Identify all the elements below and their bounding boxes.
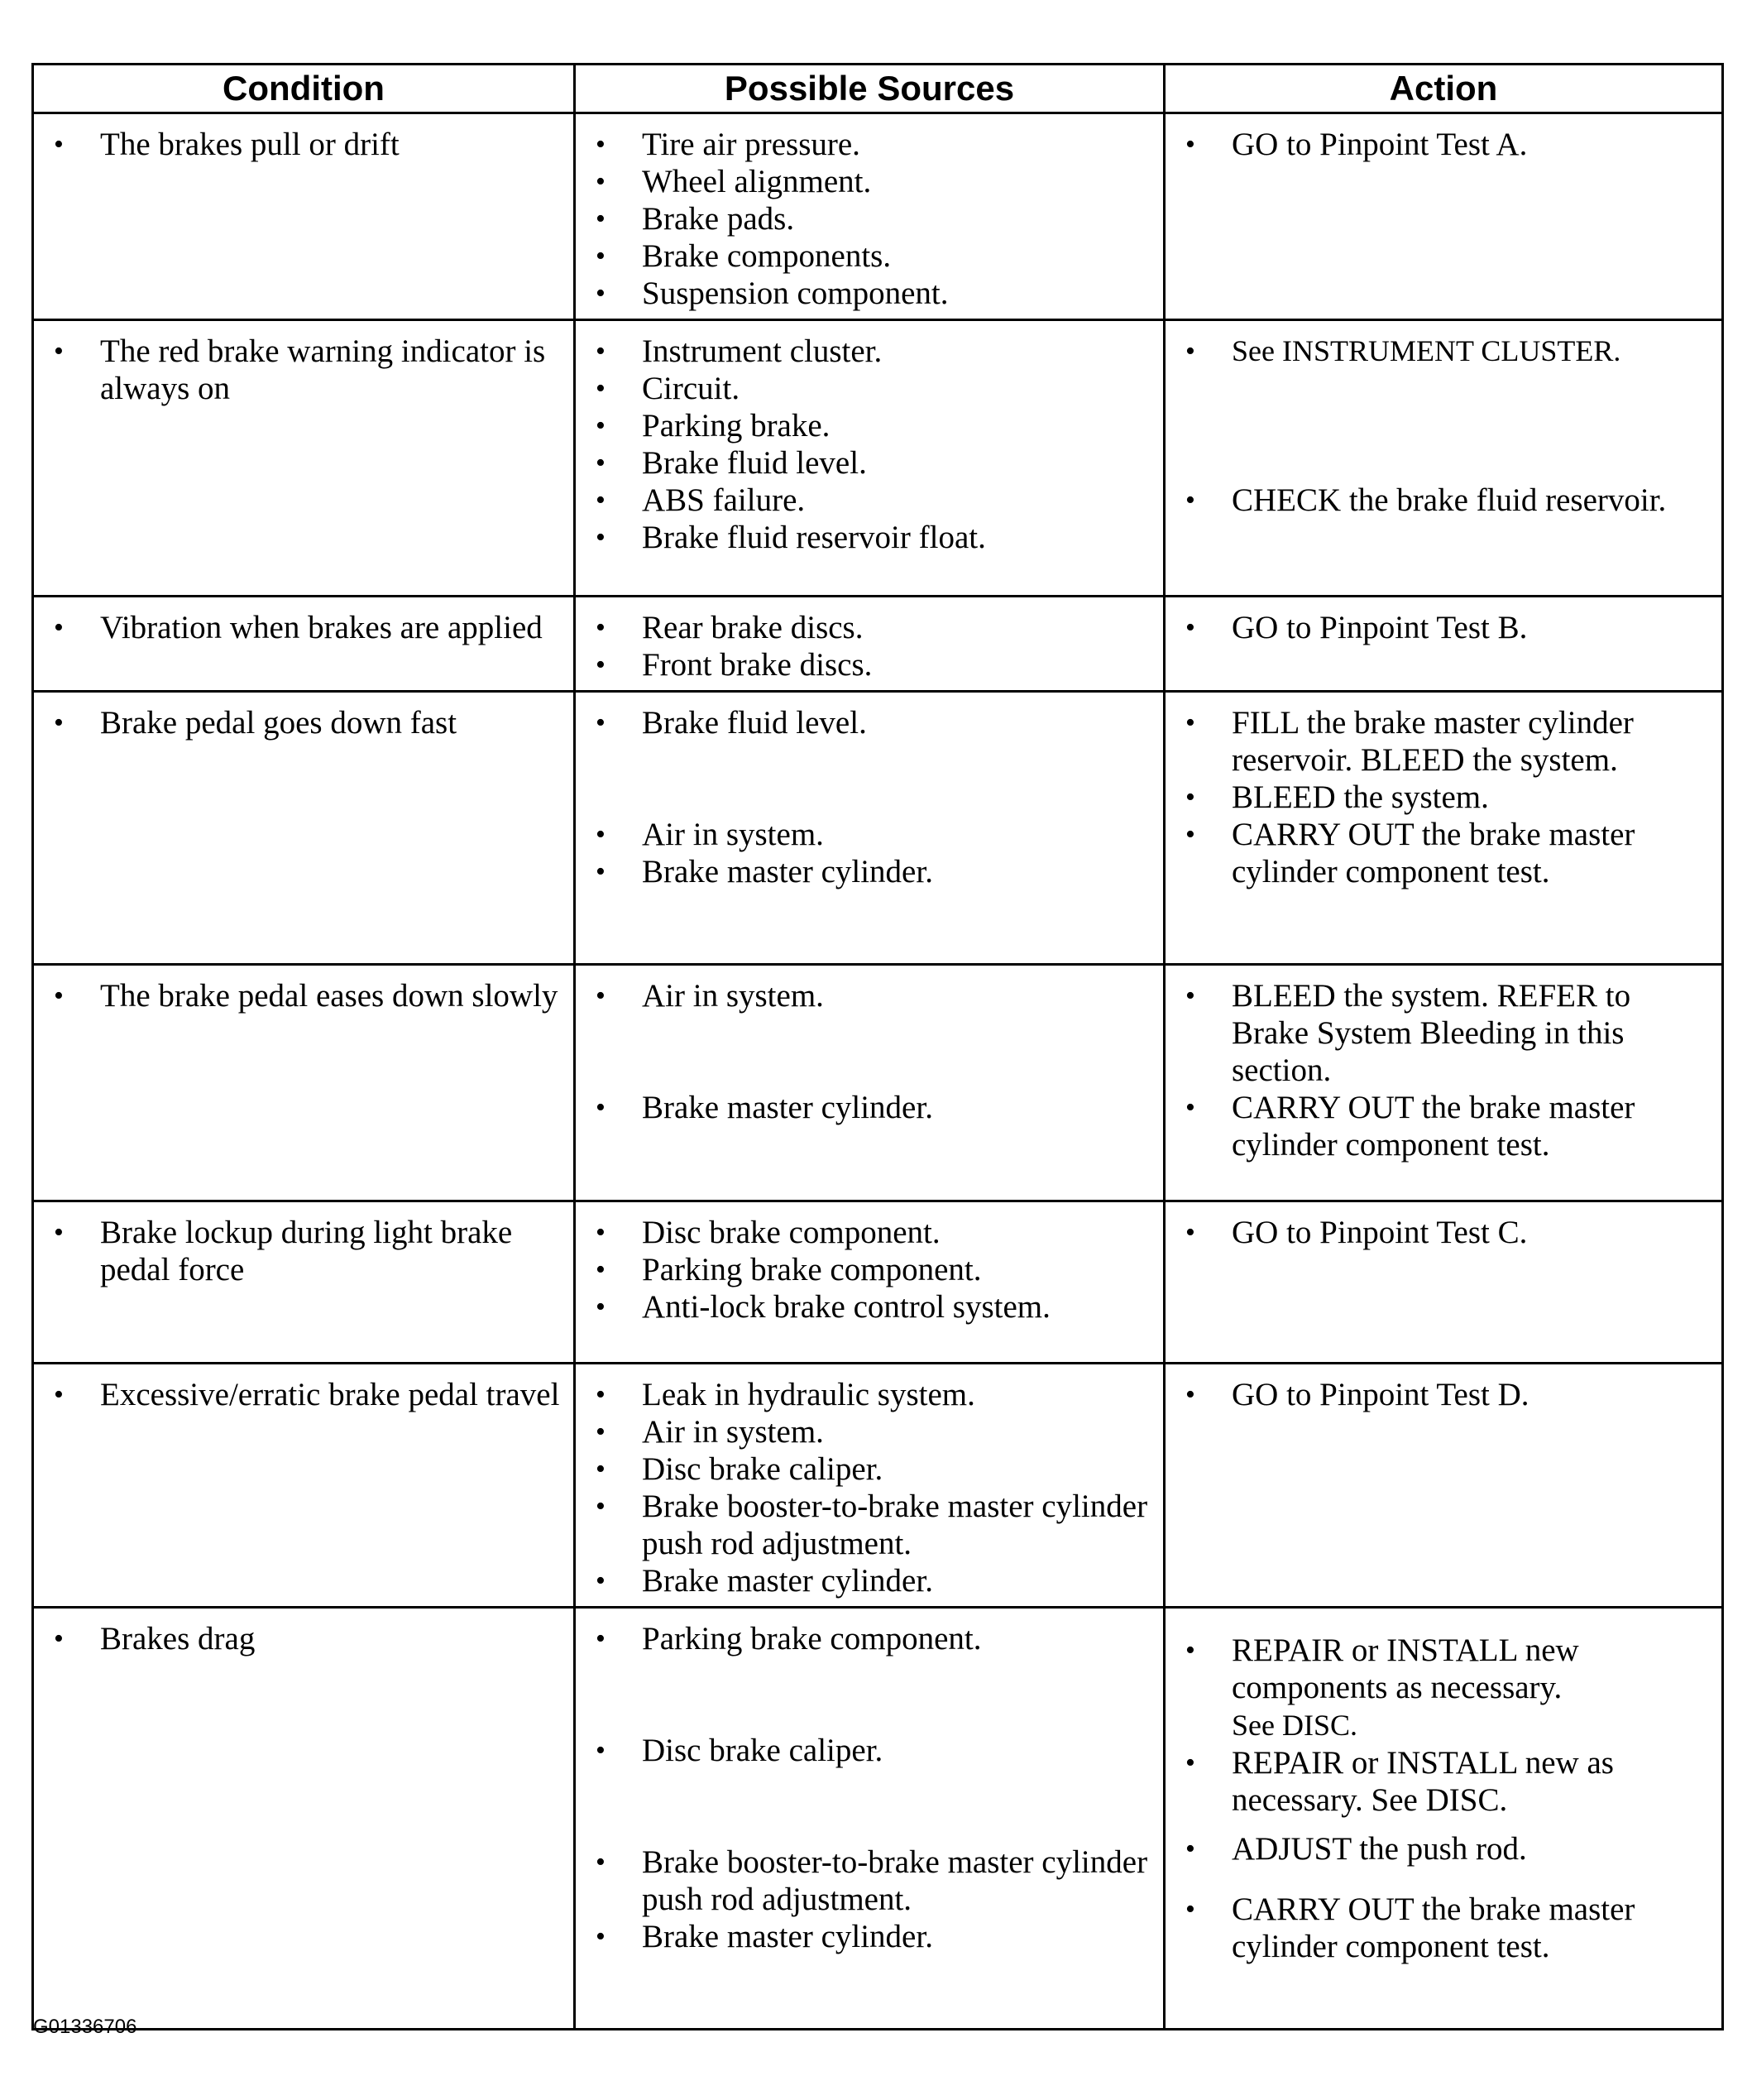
bullet-icon: •: [596, 856, 606, 887]
condition-cell: [33, 692, 575, 965]
source-item: • Suspension component.: [596, 276, 949, 311]
bullet-icon: •: [596, 129, 606, 160]
sources-cell: [575, 1364, 1165, 1608]
bullet-icon: •: [596, 819, 606, 850]
source-item: • Disc brake caliper.: [596, 1733, 883, 1768]
condition-item: • The red brake warning indicator is always on: [54, 333, 546, 406]
source-item: • Instrument cluster.: [596, 333, 883, 369]
condition-item: • The brake pedal eases down slowly: [54, 978, 558, 1014]
condition-cell: [33, 320, 575, 597]
condition-item: • Brake lockup during light brake pedal force: [54, 1215, 513, 1287]
bullet-icon: •: [596, 241, 606, 271]
bullet-icon: •: [54, 1623, 64, 1654]
sources-cell: [575, 113, 1165, 320]
table-row: [33, 1201, 1723, 1364]
source-item: • Rear brake discs.: [596, 610, 864, 645]
source-item: • Brake fluid reservoir float.: [596, 520, 986, 555]
bullet-icon: •: [54, 336, 64, 367]
condition-cell: [33, 965, 575, 1201]
table-row: [33, 965, 1723, 1201]
source-item: • Brake master cylinder.: [596, 1919, 933, 1954]
source-item: • Anti-lock brake control system.: [596, 1289, 1051, 1325]
source-item: • Circuit.: [596, 371, 740, 406]
action-item: • CHECK the brake fluid reservoir.: [1185, 482, 1667, 518]
bullet-icon: •: [596, 1623, 606, 1654]
bullet-icon: •: [596, 1921, 606, 1952]
table-row: [33, 1364, 1723, 1608]
bullet-icon: •: [596, 1254, 606, 1285]
source-item: • Brake booster-to-brake master cylinder push rod adjustment.: [596, 1844, 1148, 1917]
bullet-icon: •: [596, 1454, 606, 1484]
action-cell: [1165, 1201, 1723, 1364]
source-item: • Brake booster-to-brake master cylinder push rod adjustment.: [596, 1489, 1148, 1561]
bullet-icon: •: [596, 650, 606, 680]
action-item: • See INSTRUMENT CLUSTER.: [1174, 333, 1713, 370]
source-item: • Disc brake caliper.: [596, 1451, 883, 1487]
source-item: • Brake pads.: [596, 201, 795, 237]
bullet-icon: •: [1185, 1217, 1195, 1248]
bullet-icon: •: [596, 707, 606, 738]
bullet-icon: •: [596, 485, 606, 515]
bullet-icon: •: [596, 410, 606, 441]
action-item: • BLEED the system. REFER to Brake System Bleeding in this section.: [1185, 978, 1631, 1088]
bullet-icon: •: [596, 1292, 606, 1322]
action-cell: [1165, 692, 1723, 965]
bullet-icon: •: [1185, 782, 1195, 813]
source-item: • Air in system.: [596, 1414, 824, 1450]
bullet-icon: •: [54, 1217, 64, 1248]
source-item: • Brake fluid level.: [596, 705, 867, 741]
source-item: • Air in system.: [596, 817, 824, 852]
bullet-icon: •: [54, 1379, 64, 1410]
bullet-icon: •: [54, 129, 64, 160]
bullet-icon: •: [54, 980, 64, 1011]
bullet-icon: •: [596, 204, 606, 234]
source-item: • Brake master cylinder.: [596, 854, 933, 889]
condition-header: Condition: [33, 65, 575, 113]
condition-cell: [33, 113, 575, 320]
bullet-icon: •: [596, 448, 606, 478]
bullet-icon: •: [596, 522, 606, 553]
action-item: • GO to Pinpoint Test B.: [1185, 610, 1528, 645]
action-item: • CARRY OUT the brake master cylinder component test.: [1185, 1090, 1635, 1163]
action-item: • GO to Pinpoint Test D.: [1185, 1377, 1529, 1412]
action-header: Action: [1165, 65, 1723, 113]
bullet-icon: •: [1185, 1748, 1195, 1778]
source-item: • Brake fluid level.: [596, 445, 867, 481]
source-item: • Air in system.: [596, 978, 824, 1014]
sources-cell: [575, 965, 1165, 1201]
action-item: • CARRY OUT the brake master cylinder component test.: [1185, 1891, 1635, 1964]
bullet-icon: •: [54, 707, 64, 738]
action-cell: [1165, 597, 1723, 692]
bullet-icon: •: [1185, 1635, 1195, 1666]
bullet-icon: •: [596, 612, 606, 643]
sources-cell: [575, 1201, 1165, 1364]
bullet-icon: •: [1185, 1894, 1195, 1925]
condition-item: • Brake pedal goes down fast: [54, 705, 457, 741]
condition-item: • Brakes drag: [54, 1621, 256, 1657]
bullet-icon: •: [596, 1565, 606, 1596]
bullet-icon: •: [596, 278, 606, 309]
source-item: • Brake components.: [596, 238, 892, 274]
bullet-icon: •: [596, 1217, 606, 1248]
action-item: • ADJUST the push rod.: [1185, 1831, 1527, 1867]
condition-cell: [33, 1201, 575, 1364]
action-cell: [1165, 1364, 1723, 1608]
action-cell: [1165, 1608, 1723, 2030]
condition-item: • Excessive/erratic brake pedal travel: [54, 1377, 560, 1412]
action-item: • REPAIR or INSTALL new components as necessary. See DISC.: [1185, 1633, 1579, 1742]
bullet-icon: •: [596, 336, 606, 367]
bullet-icon: •: [1185, 819, 1195, 850]
source-item: • Brake master cylinder.: [596, 1563, 933, 1599]
action-item: • CARRY OUT the brake master cylinder component test.: [1185, 817, 1635, 889]
source-item: • Leak in hydraulic system.: [596, 1377, 975, 1412]
action-item: • GO to Pinpoint Test C.: [1185, 1215, 1528, 1250]
condition-item: • Vibration when brakes are applied: [54, 610, 543, 645]
source-item: • Disc brake component.: [596, 1215, 941, 1250]
source-item: • Parking brake.: [596, 408, 831, 443]
action-cell: [1165, 320, 1723, 597]
sources-cell: [575, 1608, 1165, 2030]
figure-id: G01336706: [33, 2016, 137, 2038]
source-item: • Wheel alignment.: [596, 164, 872, 199]
bullet-icon: •: [596, 1735, 606, 1766]
bullet-icon: •: [596, 1417, 606, 1447]
bullet-icon: •: [596, 1847, 606, 1877]
table-row: [33, 113, 1723, 320]
action-cell: [1165, 113, 1723, 320]
source-item: • ABS failure.: [596, 482, 806, 518]
sources-cell: [575, 692, 1165, 965]
bullet-icon: •: [596, 1092, 606, 1123]
condition-cell: [33, 597, 575, 692]
possible-sources-header: Possible Sources: [575, 65, 1165, 113]
condition-cell: [33, 1608, 575, 2030]
bullet-icon: •: [1185, 1092, 1195, 1123]
action-item: • BLEED the system.: [1185, 779, 1489, 815]
action-item: • FILL the brake master cylinder reservoir. BLEED the system.: [1185, 705, 1634, 778]
action-cell: [1165, 965, 1723, 1201]
bullet-icon: •: [596, 373, 606, 404]
source-item: • Front brake discs.: [596, 647, 873, 683]
table-row: [33, 320, 1723, 597]
source-item: • Tire air pressure.: [596, 127, 860, 162]
bullet-icon: •: [1185, 707, 1195, 738]
bullet-icon: •: [1185, 612, 1195, 643]
bullet-icon: •: [596, 980, 606, 1011]
table-row: [33, 597, 1723, 692]
bullet-icon: •: [596, 1379, 606, 1410]
action-item: • REPAIR or INSTALL new as necessary. See DISC.: [1185, 1745, 1614, 1818]
condition-item: • The brakes pull or drift: [54, 127, 400, 162]
bullet-icon: •: [1185, 129, 1195, 160]
action-item: • GO to Pinpoint Test A.: [1185, 127, 1528, 162]
bullet-icon: •: [1185, 485, 1195, 515]
bullet-icon: •: [1185, 336, 1195, 367]
source-item: • Parking brake component.: [596, 1252, 982, 1287]
bullet-icon: •: [1185, 980, 1195, 1011]
table-row: [33, 1608, 1723, 2030]
bullet-icon: •: [1185, 1834, 1195, 1864]
sources-cell: [575, 320, 1165, 597]
condition-cell: [33, 1364, 575, 1608]
table-row: [33, 692, 1723, 965]
bullet-icon: •: [596, 166, 606, 197]
sources-cell: [575, 597, 1165, 692]
source-item: • Parking brake component.: [596, 1621, 982, 1657]
bullet-icon: •: [54, 612, 64, 643]
source-item: • Brake master cylinder.: [596, 1090, 933, 1125]
bullet-icon: •: [596, 1491, 606, 1522]
header-row: [33, 65, 1723, 113]
bullet-icon: •: [1185, 1379, 1195, 1410]
diagnosis-table: [31, 63, 1724, 2030]
